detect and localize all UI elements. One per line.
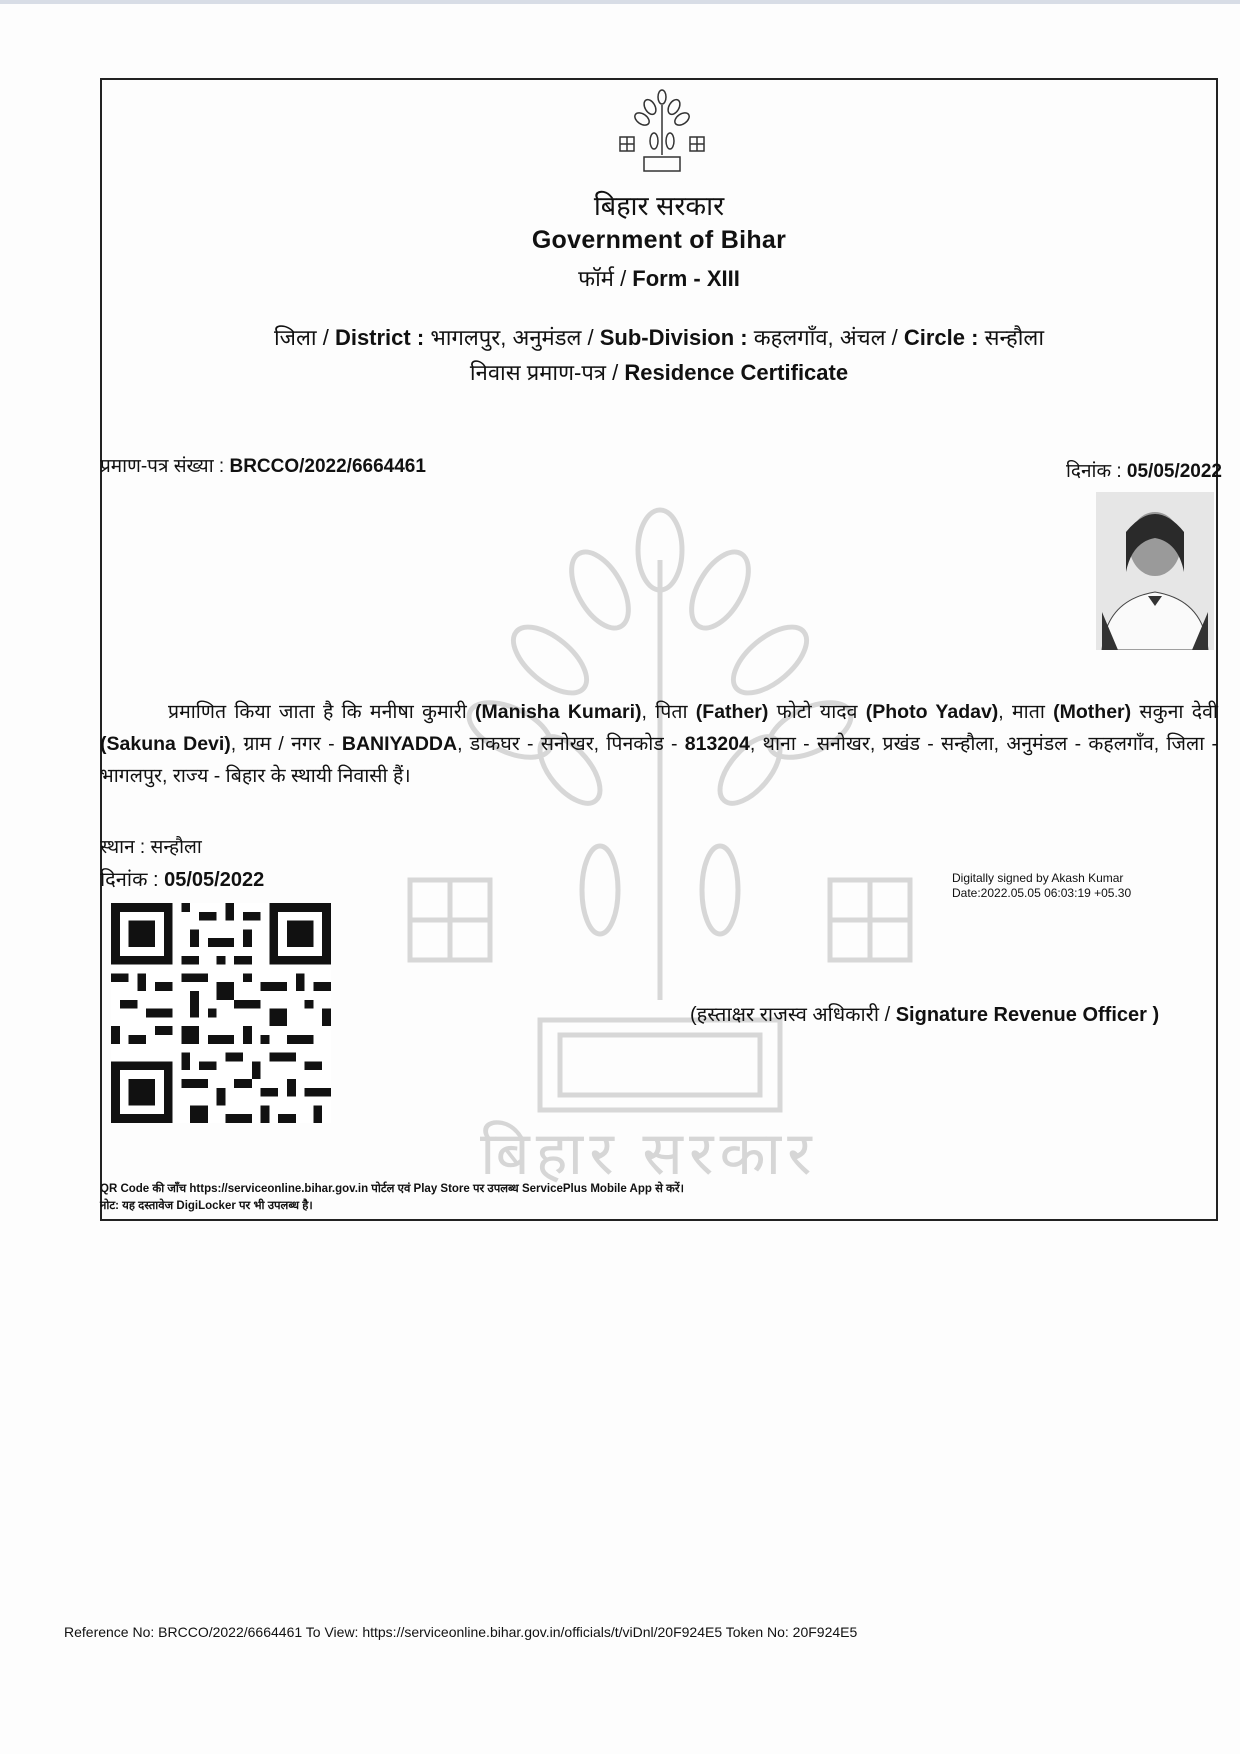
place-line (100, 833, 202, 859)
digital-signature-date: Date:2022.05.05 06:03:19 +05.30 (952, 886, 1132, 900)
digilocker-note: नोट: यह दस्तावेज DigiLocker पर भी उपलब्ध है। (100, 1200, 313, 1212)
statement-part: , थाना - सनोखर, प्रखंड - सन्हौला, अनुमंडल - कहलगाँव, जिला - भागलपुर, राज्य - बिहार के स्थायी निवासी हैं। (100, 733, 1218, 787)
statement-part: , माता (998, 701, 1045, 723)
certificate-type-en: Residence Certificate (624, 360, 849, 385)
form-label-hi: फॉर्म (578, 266, 614, 291)
bottom-date-label: दिनांक : (100, 869, 159, 891)
circle-label-hi: अंचल (839, 325, 886, 350)
bottom-date-value: 05/05/2022 (164, 869, 265, 891)
circle-value: सन्हौला (984, 325, 1045, 350)
certificate-number (100, 452, 426, 478)
mother-label: (Mother) (1053, 701, 1132, 723)
issue-date-label: दिनांक : (1065, 461, 1122, 482)
statement-part: , ग्राम / नगर - (230, 733, 335, 755)
jurisdiction-line: जिला / District : भागलपुर, अनुमंडल / Sub-Division : कहलगाँव, अंचल / Circle : सन्हौला (273, 325, 1045, 350)
pincode-value: 813204 (684, 733, 750, 755)
district-label-hi: जिला (273, 325, 317, 350)
subdivision-label-en: Sub-Division : (599, 325, 748, 350)
father-name-hi: फोटो यादव (776, 701, 858, 723)
place-value: सन्हौला (150, 837, 202, 858)
title-hindi: बिहार सरकार (593, 191, 725, 221)
village-value: BANIYADDA (341, 733, 458, 755)
issue-date-value: 05/05/2022 (1126, 461, 1222, 482)
certificate-type: निवास प्रमाण-पत्र / Residence Certificate (469, 360, 849, 385)
emblem-watermark-icon (400, 480, 920, 1180)
applicant-photo (1096, 492, 1214, 650)
reference-footer: Reference No: BRCCO/2022/6664461 To View: https://serviceonline.bihar.gov.in/officials/t/viDnl/20F924E5 Token No: 20F924E5 (64, 1624, 858, 1640)
subdivision-label-hi: अनुमंडल (512, 325, 582, 350)
father-label: (Father) (695, 701, 769, 723)
statement-part: , डाकघर - सनोखर, पिनकोड - (457, 733, 678, 755)
bihar-emblem-icon (612, 85, 712, 185)
mother-name-en: (Sakuna Devi) (100, 733, 231, 755)
qr-code-icon (108, 903, 334, 1123)
certificate-number-value: BRCCO/2022/6664461 (229, 456, 426, 477)
district-label-en: District : (334, 325, 425, 350)
signature-label-en: Signature Revenue Officer ) (895, 1004, 1160, 1026)
certificate-number-label: प्रमाण-पत्र संख्या : (100, 456, 225, 477)
signature-label (690, 1000, 1159, 1027)
mother-name-hi: सकुना देवी (1139, 701, 1218, 723)
subdivision-value: कहलगाँव, (753, 325, 834, 350)
page-top-edge (0, 0, 1240, 4)
text-watermark: बिहार सरकार (480, 1120, 818, 1187)
digital-signature-signer: Digitally signed by Akash Kumar (952, 871, 1124, 885)
form-number: फॉर्म / Form - XIII (578, 266, 740, 291)
title-english: Government of Bihar (531, 226, 787, 254)
signature-label-hi: (हस्ताक्षर राजस्व अधिकारी / (690, 1004, 891, 1026)
statement-part: , पिता (641, 701, 688, 723)
digital-signature (952, 871, 1131, 901)
statement-part: प्रमाणित किया जाता है कि मनीषा कुमारी (168, 701, 467, 723)
qr-verification-note: QR Code की जाँच https://serviceonline.bihar.gov.in पोर्टल एवं Play Store पर उपलब्ध ServicePlus Mobile App से करें। (100, 1183, 684, 1195)
place-label: स्थान : (100, 837, 146, 858)
circle-label-en: Circle : (903, 325, 979, 350)
applicant-name-en: (Manisha Kumari) (475, 701, 642, 723)
district-value: भागलपुर, (430, 325, 507, 350)
issue-date-bottom (100, 865, 264, 892)
certification-statement (100, 696, 1218, 792)
issue-date-top (1066, 457, 1222, 483)
father-name-en: (Photo Yadav) (865, 701, 999, 723)
certificate-type-hi: निवास प्रमाण-पत्र (469, 360, 606, 385)
form-label-en: Form - XIII (632, 266, 740, 291)
